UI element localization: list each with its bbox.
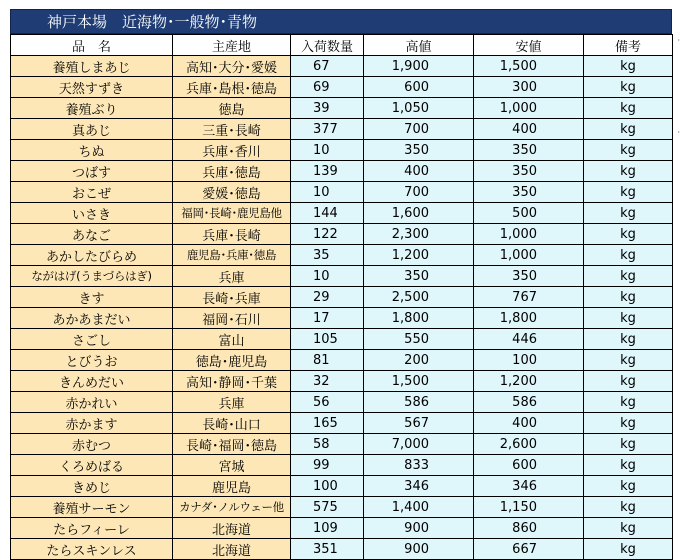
- cell-origin: 三重･長崎: [173, 119, 291, 140]
- cell-note: kg: [584, 245, 673, 266]
- cell-name: 養殖しまあじ: [11, 56, 173, 77]
- cell-note: kg: [584, 287, 673, 308]
- table-row: [11, 98, 673, 119]
- table-row: [11, 224, 673, 245]
- cell-note: kg: [584, 539, 673, 560]
- cell-quantity: 17: [291, 308, 364, 329]
- table-row: [11, 476, 673, 497]
- table-row: [11, 266, 673, 287]
- cell-high: 350: [364, 266, 474, 287]
- cell-quantity: 56: [291, 392, 364, 413]
- cell-low: 1,150: [474, 497, 584, 518]
- header-name: 品 名: [11, 35, 173, 56]
- cell-origin: 愛媛･徳島: [173, 182, 291, 203]
- cell-origin: 長崎･福岡･徳島: [173, 434, 291, 455]
- cell-low: 667: [474, 539, 584, 560]
- table-row: [11, 497, 673, 518]
- cell-origin: カナダ･ノルウェー他: [173, 497, 291, 518]
- cell-note: kg: [584, 266, 673, 287]
- cell-high: 2,500: [364, 287, 474, 308]
- cell-note: kg: [584, 77, 673, 98]
- cell-low: 350: [474, 182, 584, 203]
- cell-name: いさき: [11, 203, 173, 224]
- cell-name: きんめだい: [11, 371, 173, 392]
- cell-high: 1,800: [364, 308, 474, 329]
- cell-high: 567: [364, 413, 474, 434]
- cell-origin: 高知･静岡･千葉: [173, 371, 291, 392]
- cell-note: kg: [584, 182, 673, 203]
- cell-high: 1,400: [364, 497, 474, 518]
- cell-quantity: 10: [291, 140, 364, 161]
- cell-name: 赤かれい: [11, 392, 173, 413]
- header-low: 安値: [474, 35, 584, 56]
- cell-name: きす: [11, 287, 173, 308]
- cell-high: 586: [364, 392, 474, 413]
- cell-low: 350: [474, 140, 584, 161]
- cell-note: kg: [584, 140, 673, 161]
- cell-origin: 兵庫: [173, 266, 291, 287]
- cell-quantity: 67: [291, 56, 364, 77]
- cell-high: 1,600: [364, 203, 474, 224]
- table-row: [11, 287, 673, 308]
- cell-name: あかしたびらめ: [11, 245, 173, 266]
- cell-quantity: 165: [291, 413, 364, 434]
- table-row: [11, 308, 673, 329]
- cell-quantity: 109: [291, 518, 364, 539]
- cell-name: 天然すずき: [11, 77, 173, 98]
- cell-name: つばす: [11, 161, 173, 182]
- table-row: [11, 371, 673, 392]
- cell-note: kg: [584, 392, 673, 413]
- cell-high: 400: [364, 161, 474, 182]
- cell-low: 400: [474, 413, 584, 434]
- cell-origin: 徳島: [173, 98, 291, 119]
- cell-origin: 北海道: [173, 518, 291, 539]
- cell-quantity: 35: [291, 245, 364, 266]
- cell-high: 1,050: [364, 98, 474, 119]
- cell-low: 1,000: [474, 245, 584, 266]
- cell-note: kg: [584, 203, 673, 224]
- cell-origin: 兵庫･島根･徳島: [173, 77, 291, 98]
- cell-name: あかあまだい: [11, 308, 173, 329]
- cell-note: kg: [584, 224, 673, 245]
- cell-low: 350: [474, 161, 584, 182]
- cell-origin: 高知･大分･愛媛: [173, 56, 291, 77]
- cell-note: kg: [584, 476, 673, 497]
- cell-name: さごし: [11, 329, 173, 350]
- cell-origin: 長崎･兵庫: [173, 287, 291, 308]
- cell-name: おこぜ: [11, 182, 173, 203]
- cell-name: たらフィーレ: [11, 518, 173, 539]
- cell-origin: 兵庫･長崎: [173, 224, 291, 245]
- cell-quantity: 32: [291, 371, 364, 392]
- cell-high: 833: [364, 455, 474, 476]
- cell-name: 赤むつ: [11, 434, 173, 455]
- header-quantity: 入荷数量: [291, 35, 364, 56]
- cell-name: 真あじ: [11, 119, 173, 140]
- cell-low: 860: [474, 518, 584, 539]
- table-row: [11, 77, 673, 98]
- cell-high: 700: [364, 119, 474, 140]
- cell-name: ながはげ(うまづらはぎ): [11, 266, 173, 287]
- cell-name: ちぬ: [11, 140, 173, 161]
- cell-high: 700: [364, 182, 474, 203]
- cell-quantity: 10: [291, 182, 364, 203]
- cell-name: あなご: [11, 224, 173, 245]
- table-row: [11, 140, 673, 161]
- cell-note: kg: [584, 413, 673, 434]
- cell-name: とびうお: [11, 350, 173, 371]
- cell-low: 1,200: [474, 371, 584, 392]
- cell-low: 300: [474, 77, 584, 98]
- cell-low: 600: [474, 455, 584, 476]
- cell-high: 900: [364, 518, 474, 539]
- cell-origin: 兵庫･徳島: [173, 161, 291, 182]
- cell-origin: 宮城: [173, 455, 291, 476]
- cell-origin: 福岡･石川: [173, 308, 291, 329]
- cell-high: 350: [364, 140, 474, 161]
- cell-quantity: 99: [291, 455, 364, 476]
- edge-mark: ·: [677, 128, 680, 137]
- cell-high: 1,200: [364, 245, 474, 266]
- table-row: [11, 203, 673, 224]
- cell-quantity: 100: [291, 476, 364, 497]
- cell-origin: 富山: [173, 329, 291, 350]
- cell-quantity: 81: [291, 350, 364, 371]
- table-row: [11, 455, 673, 476]
- edge-mark: ·: [677, 36, 680, 45]
- cell-name: たらスキンレス: [11, 539, 173, 560]
- cell-low: 1,000: [474, 224, 584, 245]
- table-row: [11, 245, 673, 266]
- cell-note: kg: [584, 119, 673, 140]
- cell-origin: 福岡･長崎･鹿児島他: [173, 203, 291, 224]
- cell-origin: 兵庫･香川: [173, 140, 291, 161]
- cell-high: 900: [364, 539, 474, 560]
- cell-low: 350: [474, 266, 584, 287]
- cell-note: kg: [584, 350, 673, 371]
- header-high: 高値: [364, 35, 474, 56]
- cell-high: 7,000: [364, 434, 474, 455]
- cell-note: kg: [584, 98, 673, 119]
- header-origin: 主産地: [173, 35, 291, 56]
- cell-high: 600: [364, 77, 474, 98]
- cell-note: kg: [584, 56, 673, 77]
- cell-high: 1,500: [364, 371, 474, 392]
- cell-high: 1,900: [364, 56, 474, 77]
- cell-note: kg: [584, 371, 673, 392]
- cell-quantity: 58: [291, 434, 364, 455]
- cell-high: 200: [364, 350, 474, 371]
- cell-low: 100: [474, 350, 584, 371]
- cell-note: kg: [584, 434, 673, 455]
- cell-note: kg: [584, 497, 673, 518]
- table-row: [11, 518, 673, 539]
- cell-high: 346: [364, 476, 474, 497]
- cell-high: 550: [364, 329, 474, 350]
- cell-low: 586: [474, 392, 584, 413]
- cell-low: 500: [474, 203, 584, 224]
- cell-note: kg: [584, 308, 673, 329]
- cell-quantity: 69: [291, 77, 364, 98]
- cell-name: きめじ: [11, 476, 173, 497]
- cell-low: 446: [474, 329, 584, 350]
- table-row: [11, 392, 673, 413]
- cell-note: kg: [584, 329, 673, 350]
- cell-quantity: 377: [291, 119, 364, 140]
- table-row: [11, 56, 673, 77]
- cell-quantity: 139: [291, 161, 364, 182]
- price-table: [10, 34, 673, 560]
- header-row: [11, 35, 673, 56]
- cell-origin: 兵庫: [173, 392, 291, 413]
- cell-low: 767: [474, 287, 584, 308]
- cell-low: 346: [474, 476, 584, 497]
- cell-origin: 徳島･鹿児島: [173, 350, 291, 371]
- cell-quantity: 351: [291, 539, 364, 560]
- cell-low: 1,500: [474, 56, 584, 77]
- cell-origin: 鹿児島･兵庫･徳島: [173, 245, 291, 266]
- table-row: [11, 329, 673, 350]
- cell-low: 1,800: [474, 308, 584, 329]
- cell-low: 2,600: [474, 434, 584, 455]
- cell-origin: 長崎･山口: [173, 413, 291, 434]
- cell-quantity: 144: [291, 203, 364, 224]
- cell-quantity: 10: [291, 266, 364, 287]
- table-row: [11, 119, 673, 140]
- cell-high: 2,300: [364, 224, 474, 245]
- cell-origin: 北海道: [173, 539, 291, 560]
- cell-note: kg: [584, 455, 673, 476]
- table-row: [11, 161, 673, 182]
- sheet-title: 神戸本場 近海物･一般物･青物: [10, 9, 672, 34]
- table-row: [11, 182, 673, 203]
- cell-quantity: 122: [291, 224, 364, 245]
- cell-origin: 鹿児島: [173, 476, 291, 497]
- cell-quantity: 39: [291, 98, 364, 119]
- price-sheet: [10, 9, 672, 560]
- table-row: [11, 434, 673, 455]
- cell-low: 1,000: [474, 98, 584, 119]
- table-row: [11, 350, 673, 371]
- cell-low: 400: [474, 119, 584, 140]
- cell-quantity: 105: [291, 329, 364, 350]
- cell-note: kg: [584, 161, 673, 182]
- header-note: 備考: [584, 35, 673, 56]
- table-row: [11, 413, 673, 434]
- cell-name: くろめばる: [11, 455, 173, 476]
- cell-name: 養殖ぶり: [11, 98, 173, 119]
- cell-name: 赤かます: [11, 413, 173, 434]
- cell-quantity: 575: [291, 497, 364, 518]
- cell-quantity: 29: [291, 287, 364, 308]
- cell-note: kg: [584, 518, 673, 539]
- table-row: [11, 539, 673, 560]
- cell-name: 養殖サーモン: [11, 497, 173, 518]
